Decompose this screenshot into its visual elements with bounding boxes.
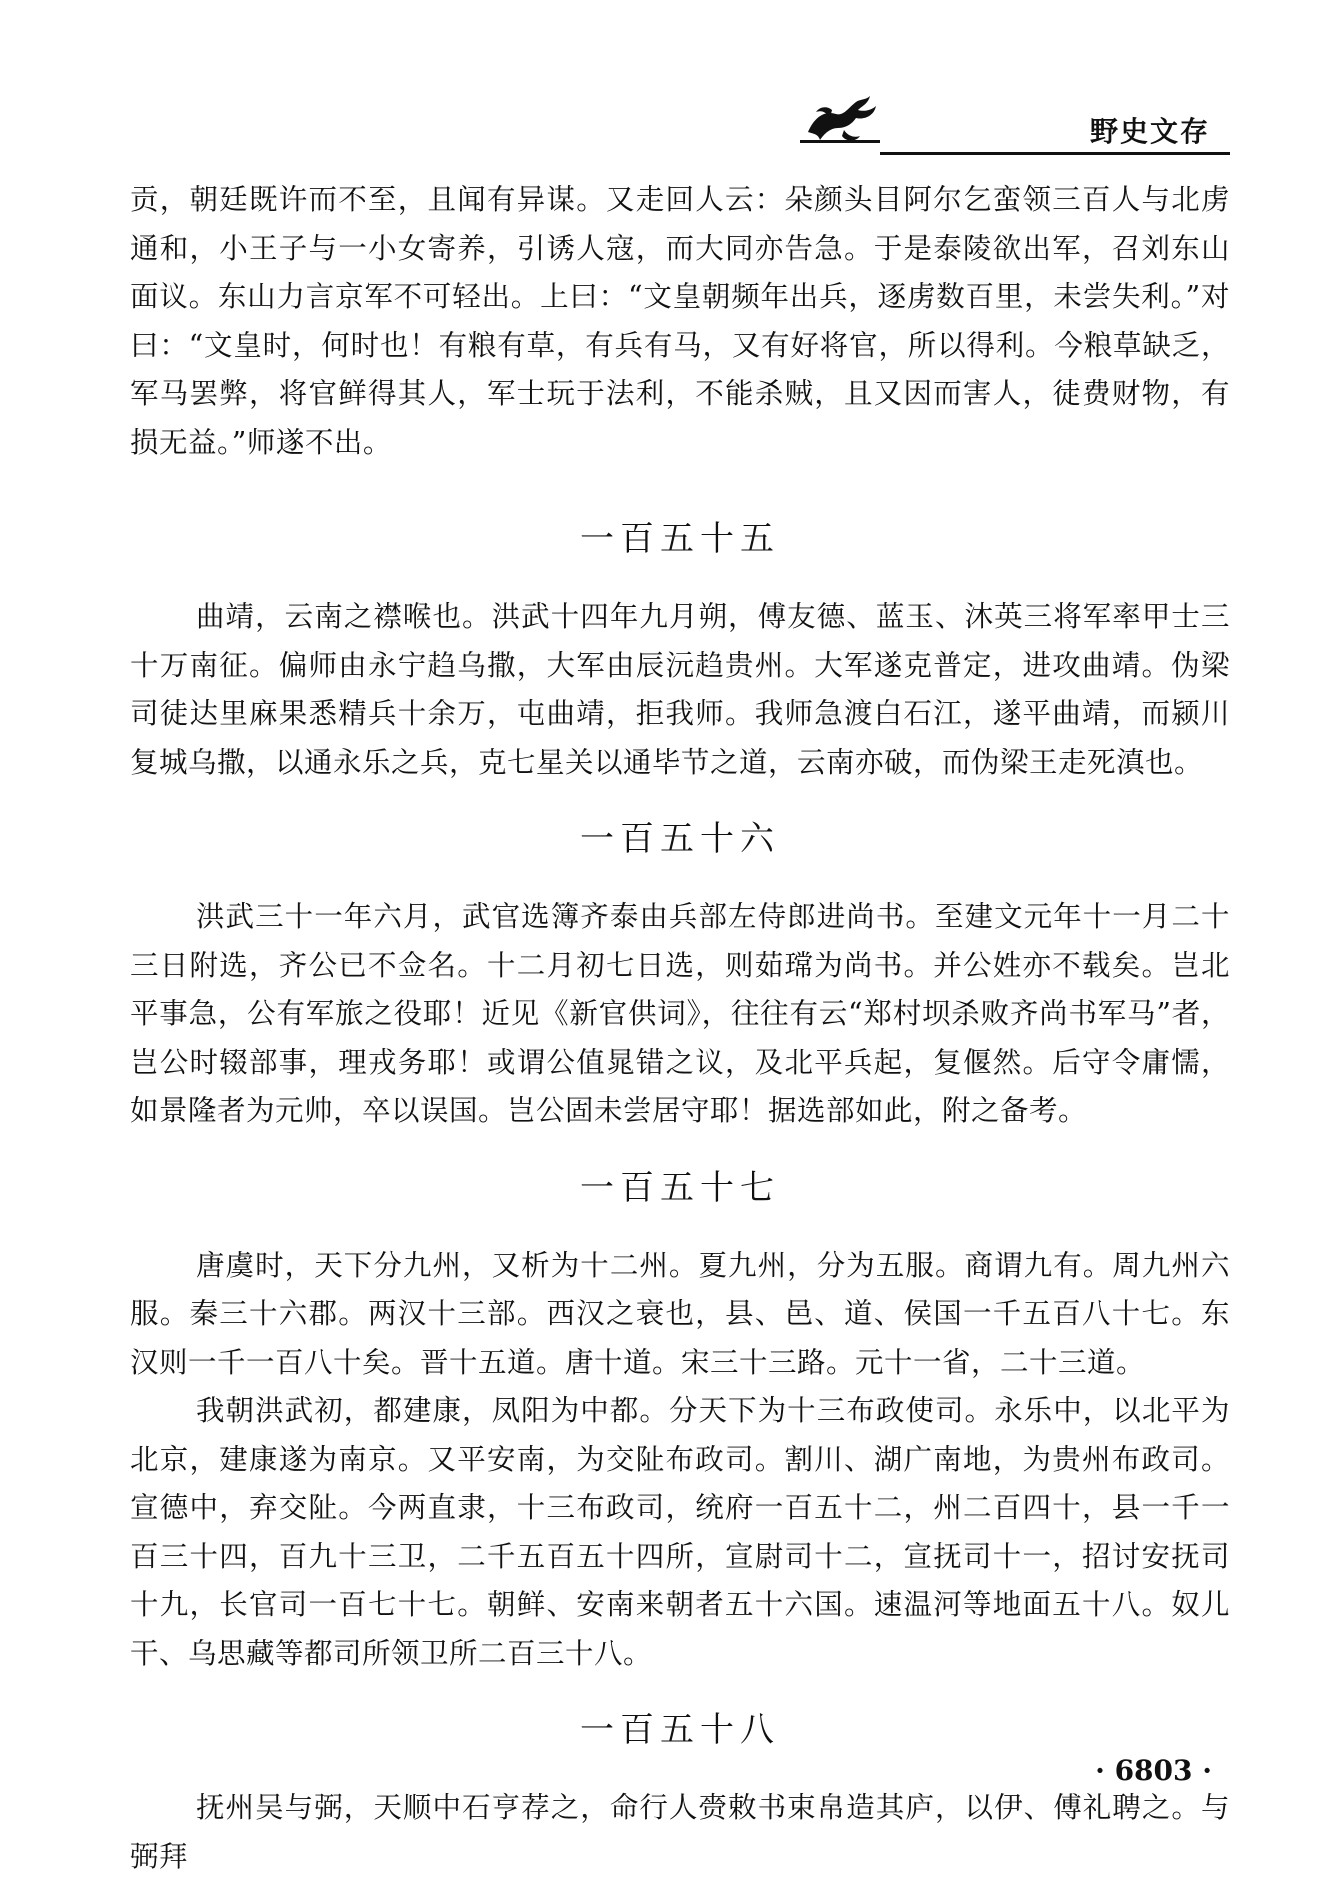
paragraph: 贡，朝廷既许而不至，且闻有异谋。又走回人云：朵颜头目阿尔乞蛮领三百人与北虏通和，小王子与一小女寄养，引诱人寇，而大同亦告急。于是泰陵欲出军，召刘东山面议。东山力言京军不可轻出。上曰：“文皇朝频年出兵，逐虏数百里，未尝失利。”对曰：“文皇时，何时也！有粮有草，有兵有马，又有好将官，所以得利。今粮草缺乏，军马罢弊，将官鲜得其人，军士玩于法利，不能杀贼，且又因而害人，徒费财物，有损无益。”师遂不出。 bbox=[130, 183, 1230, 459]
text-section-157 bbox=[130, 1168, 1230, 1679]
section-heading: 一百五十六 bbox=[580, 819, 780, 859]
header-rule bbox=[880, 152, 1230, 155]
text-section-158 bbox=[130, 1710, 1230, 1881]
section-heading: 一百五十八 bbox=[580, 1710, 780, 1750]
paragraph: 抚州吴与弼，天顺中石亨荐之，命行人赍敕书束帛造其庐，以伊、傅礼聘之。与弼拜 bbox=[130, 1791, 1230, 1873]
paragraph: 曲靖，云南之襟喉也。洪武十四年九月朔，傅友德、蓝玉、沐英三将军率甲士三十万南征。偏师由永宁趋乌撒，大军由辰沅趋贵州。大军遂克普定，进攻曲靖。伪梁司徒达里麻果悉精兵十余万，屯曲靖，拒我师。我师急渡白石江，遂平曲靖，而颍川复城乌撒，以通永乐之兵，克七星关以通毕节之道，云南亦破，而伪梁王走死滇也。 bbox=[130, 600, 1230, 779]
text-section-155 bbox=[130, 519, 1230, 787]
dragon-logo-icon bbox=[800, 88, 880, 146]
text-section-continuation bbox=[130, 176, 1230, 467]
paragraph: 唐虞时，天下分九州，又析为十二州。夏九州，分为五服。商谓九有。周九州六服。秦三十六郡。两汉十三部。西汉之衰也，县、邑、道、侯国一千五百八十七。东汉则一千一百八十矣。晋十五道。唐十道。宋三十三路。元十一省，二十三道。 bbox=[130, 1248, 1230, 1379]
section-heading: 一百五十五 bbox=[580, 519, 780, 559]
paragraph: 洪武三十一年六月，武官选簿齐泰由兵部左侍郎进尚书。至建文元年十一月二十三日附选，齐公已不佥名。十二月初七日选，则茹瑺为尚书。并公姓亦不载矣。岂北平事急，公有军旅之役耶！近见《新官供词》，往往有云“郑村坝杀败齐尚书军马”者，岂公时辍部事，理戎务耶！或谓公值晁错之议，及北平兵起，复偃然。后守令庸懦，如景隆者为元帅，卒以误国。岂公固未尝居守耶！据选部如此，附之备考。 bbox=[130, 900, 1230, 1127]
page-number: · 6803 · bbox=[1095, 1754, 1212, 1787]
running-title: 野史文存 bbox=[1089, 115, 1210, 148]
page-header bbox=[800, 88, 1230, 148]
page-body bbox=[130, 176, 1230, 1881]
text-section-156 bbox=[130, 819, 1230, 1136]
paragraph: 我朝洪武初，都建康，凤阳为中都。分天下为十三布政使司。永乐中，以北平为北京，建康遂为南京。又平安南，为交阯布政司。割川、湖广南地，为贵州布政司。宣德中，弃交阯。今两直隶，十三布政司，统府一百五十二，州二百四十，县一千一百三十四，百九十三卫，二千五百五十四所，宣尉司十二，宣抚司十一，招讨安抚司十九，长官司一百七十七。朝鲜、安南来朝者五十六国。速温河等地面五十八。奴儿干、乌思藏等都司所领卫所二百三十八。 bbox=[130, 1394, 1230, 1670]
section-heading: 一百五十七 bbox=[580, 1167, 780, 1208]
